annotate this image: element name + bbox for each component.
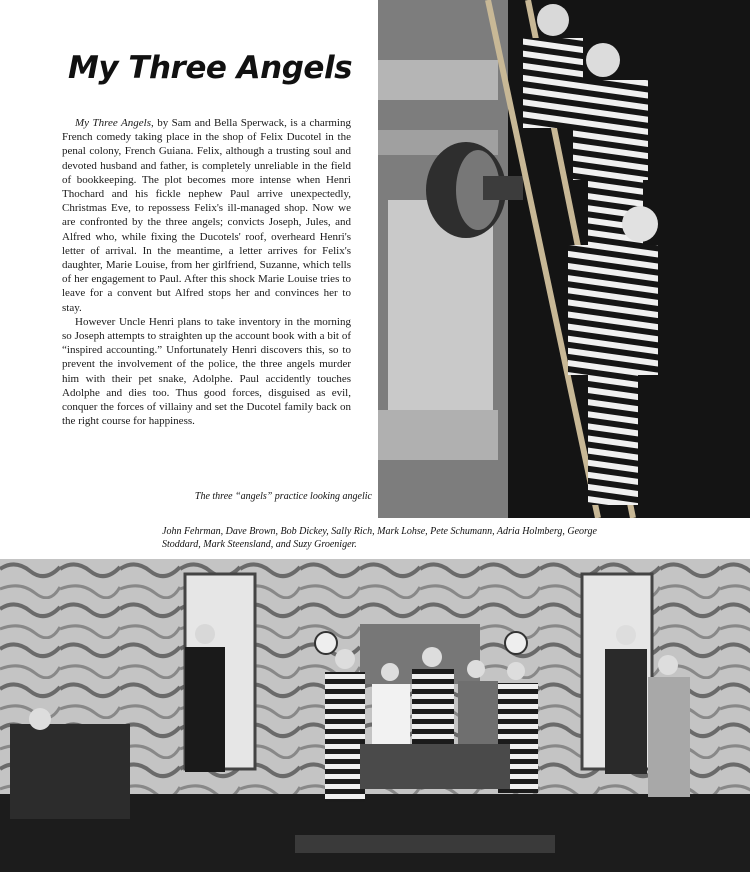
photo-three-angels-ladder (378, 0, 750, 518)
caption-top: The three “angels” practice looking angelic (194, 491, 372, 502)
ladder-photo-illustration (378, 0, 750, 518)
caption-bottom: John Fehrman, Dave Brown, Bob Dickey, Sally Rich, Mark Lohse, Pete Schumann, Adria Holmberg, George Stoddard, Mark Steensland, and Suzy Groeniger. (162, 526, 597, 550)
play-title-italic: My Three Angels, (75, 117, 154, 129)
paragraph-1 (62, 116, 351, 315)
paragraph-1-text: by Sam and Bella Sperwack, is a charming French comedy taking place in the shop of Felix Ducotel in the penal colony, French Guiana. Felix, although a trusting soul and devoted husband and father, is completely unreliable in the field of bookkeeping. The plot becomes more intense when Henri Thochard and his fickle nephew Paul arrive unexpectedly, Christmas Eve, to repossess Felix's ill-managed shop. Now we are confronted by the three angels; convicts Joseph, Jules, and Alfred who, while fixing the Ducotels' roof, overheard Henri's letter of arrival. In the meantime, a letter arrives for Felix's daughter, Marie Louise, from her girlfriend, Suzanne, which tells of her engagement to Paul. After this shock Marie Louise tries to leave for a convent but Alfred stops her and convinces her to stay. (62, 117, 351, 314)
stage-photo-illustration (0, 559, 750, 872)
article-body (62, 116, 351, 428)
photo-cast-on-stage (0, 559, 750, 872)
paragraph-2: However Uncle Henri plans to take inventory in the morning so Joseph attempts to straighten up the account book with a bit of “inspired accounting.” Unfortunately Henri discovers this, so to prevent the involvement of the police, the three angels murder him with their pet snake, Adolphe. Paul accidently touches Adolphe and dies too. Thus good forces, disguised as evil, conquer the forces of villainy and set the Ducotel family back on the right course for happiness. (62, 315, 351, 428)
page-title: My Three Angels (67, 50, 353, 86)
